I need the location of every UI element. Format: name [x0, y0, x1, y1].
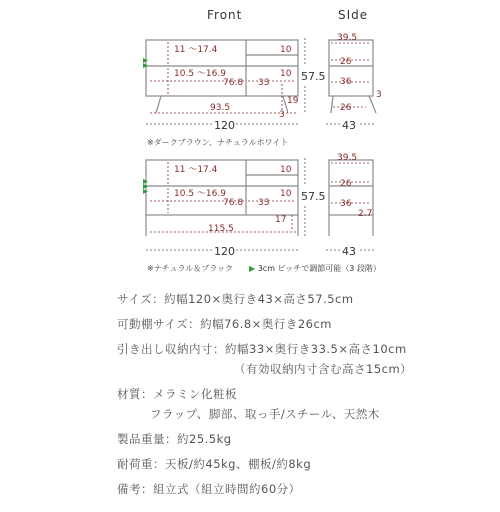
- d2-drawer-bottom-dim: 10: [280, 189, 292, 199]
- d1-drawer-bottom-dim: 10: [280, 69, 292, 79]
- d1-shelf-width-dim: 76.8: [223, 78, 244, 88]
- cabinet-outline: [146, 40, 298, 96]
- d1-side-top-depth: 39.5: [337, 33, 358, 43]
- diagram1-caption: ※ダークブラウン、ナチュラルホワイト: [147, 138, 289, 147]
- d2-shelf-top-dim: 11 ～17.4: [174, 165, 218, 175]
- d2-side-top-depth: 39.5: [337, 153, 358, 163]
- pitch-note-text: 3cm ピッチで調節可能（3 段階）: [257, 264, 381, 273]
- side-view-label: SIde: [338, 8, 369, 22]
- d2-side-shelf-depth: 26: [340, 179, 352, 189]
- d1-side-leg-inset: 3: [376, 90, 382, 100]
- d1-shelf-bottom-dim: 10.5 ～16.9: [174, 69, 226, 79]
- d1-total-width: 120: [214, 119, 235, 132]
- d1-inner-width-dim: 93.5: [210, 103, 231, 113]
- d2-side-total-depth: 43: [342, 245, 356, 258]
- d1-leg-inset-dim: 3: [279, 110, 285, 120]
- d2-drawer-top-dim: 10: [280, 165, 292, 175]
- diagram2-caption: ※ナチュラル＆ブラック: [147, 264, 234, 273]
- spec-material-2: フラップ、脚部、取っ手/スチール、天然木: [150, 407, 380, 421]
- leg-left: [156, 96, 161, 113]
- d2-side-leg-inset: 2.7: [358, 209, 373, 219]
- spec-drawer-inner: 引き出し収納内寸：約幅33×奥行き33.5×高さ10cm: [117, 342, 407, 356]
- d2-shelf-width-dim: 76.8: [223, 198, 244, 208]
- pitch-marker-icon: ▶: [249, 264, 256, 273]
- d1-side-shelf-depth: 26: [340, 57, 352, 67]
- spec-notes: 備考：組立式（組立時間約60分）: [117, 482, 301, 496]
- spec-size: サイズ：約幅120×奥行き43×高さ57.5cm: [117, 292, 354, 306]
- d2-total-height: 57.5: [301, 190, 326, 203]
- spec-drawer-inner-note: （有効収納内寸含む高さ15cm）: [234, 362, 413, 376]
- front-view-label: Front: [207, 8, 243, 22]
- d1-drawer-width-dim: 33: [258, 78, 270, 88]
- side-outline: [329, 40, 373, 96]
- spec-material: 材質：メラミン化粧板: [117, 387, 237, 401]
- d1-drawer-top-dim: 10: [280, 45, 292, 55]
- diagram2-side: [329, 160, 373, 236]
- d2-leg-height-dim: 17: [275, 215, 287, 225]
- d1-total-height: 57.5: [301, 70, 326, 83]
- spec-weight: 製品重量：約25.5kg: [117, 432, 232, 446]
- d1-side-total-depth: 43: [342, 119, 356, 132]
- cabinet-outline-2: [146, 160, 298, 215]
- spec-load: 耐荷重：天板/約45kg、棚板/約8kg: [117, 457, 312, 471]
- d2-drawer-width-dim: 33: [258, 198, 270, 208]
- diagram1-side: [329, 40, 376, 113]
- d2-side-drawer-depth: 36: [340, 199, 352, 209]
- d2-shelf-bottom-dim: 10.5 ～16.9: [174, 189, 226, 199]
- d1-shelf-top-dim: 11 ～17.4: [174, 45, 218, 55]
- d1-side-leg-span: 26: [340, 103, 352, 113]
- d1-leg-height-dim: 19: [287, 96, 299, 106]
- shelf-pitch-markers-2: [143, 179, 148, 194]
- d2-total-width: 120: [214, 245, 235, 258]
- pitch-note: [249, 263, 381, 274]
- spec-shelf-size: 可動棚サイズ：約幅76.8×奥行き26cm: [117, 317, 332, 331]
- d2-inner-width-dim: 115.5: [208, 224, 234, 234]
- d1-side-drawer-depth: 36: [340, 77, 352, 87]
